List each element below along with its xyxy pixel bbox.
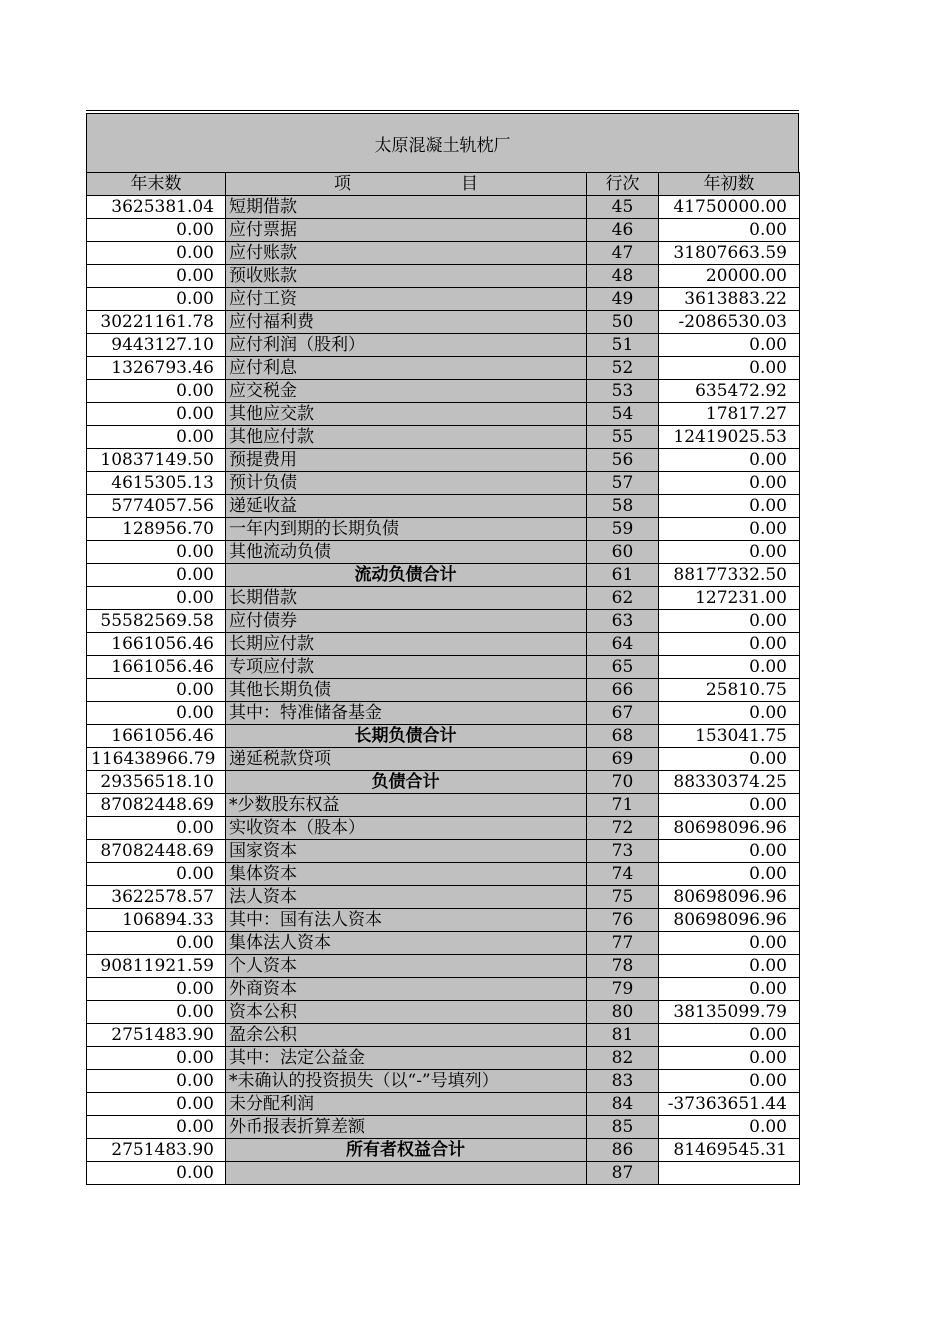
cell-beginning[interactable]: 20000.00: [659, 265, 800, 288]
cell-item-label[interactable]: 应付工资: [226, 288, 587, 311]
cell-item-label[interactable]: 法人资本: [226, 886, 587, 909]
table-row: [87, 702, 800, 725]
cell-line-no[interactable]: 77: [587, 932, 659, 955]
cell-item-label[interactable]: 外币报表折算差额: [226, 1116, 587, 1139]
cell-line-no[interactable]: 70: [587, 771, 659, 794]
cell-end-of-year[interactable]: 4615305.13: [87, 472, 226, 495]
cell-item-label[interactable]: 长期借款: [226, 587, 587, 610]
cell-beginning[interactable]: 0.00: [659, 863, 800, 886]
cell-item-label[interactable]: 应付福利费: [226, 311, 587, 334]
cell-end-of-year[interactable]: 0.00: [87, 242, 226, 265]
cell-line-no[interactable]: 60: [587, 541, 659, 564]
cell-end-of-year[interactable]: 3625381.04: [87, 196, 226, 219]
cell-line-no[interactable]: 82: [587, 1047, 659, 1070]
cell-end-of-year[interactable]: 0.00: [87, 1116, 226, 1139]
cell-item-label[interactable]: 其中：特准储备基金: [226, 702, 587, 725]
cell-line-no[interactable]: 86: [587, 1139, 659, 1162]
cell-end-of-year[interactable]: 0.00: [87, 1070, 226, 1093]
cell-beginning[interactable]: 0.00: [659, 702, 800, 725]
header-item-right: 目: [461, 174, 478, 194]
cell-end-of-year[interactable]: 0.00: [87, 380, 226, 403]
table-row: [87, 426, 800, 449]
table-row: [87, 380, 800, 403]
cell-beginning[interactable]: 127231.00: [659, 587, 800, 610]
cell-line-no[interactable]: 84: [587, 1093, 659, 1116]
cell-end-of-year[interactable]: 0.00: [87, 219, 226, 242]
cell-item-label[interactable]: *未确认的投资损失（以“-”号填列）: [226, 1070, 587, 1093]
cell-end-of-year[interactable]: 87082448.69: [87, 794, 226, 817]
cell-line-no[interactable]: 55: [587, 426, 659, 449]
cell-beginning[interactable]: 81469545.31: [659, 1139, 800, 1162]
cell-item-label[interactable]: 国家资本: [226, 840, 587, 863]
balance-sheet: [86, 110, 799, 1185]
cell-line-no[interactable]: 57: [587, 472, 659, 495]
cell-end-of-year[interactable]: 0.00: [87, 265, 226, 288]
cell-beginning[interactable]: -37363651.44: [659, 1093, 800, 1116]
table-row: [87, 1139, 800, 1162]
table-row: [87, 1093, 800, 1116]
cell-end-of-year[interactable]: 1326793.46: [87, 357, 226, 380]
cell-end-of-year[interactable]: 0.00: [87, 702, 226, 725]
cell-end-of-year[interactable]: 116438966.79: [87, 748, 226, 771]
cell-beginning[interactable]: 38135099.79: [659, 1001, 800, 1024]
cell-beginning[interactable]: 3613883.22: [659, 288, 800, 311]
cell-beginning[interactable]: 153041.75: [659, 725, 800, 748]
cell-line-no[interactable]: 58: [587, 495, 659, 518]
table-row: [87, 219, 800, 242]
cell-end-of-year[interactable]: 0.00: [87, 932, 226, 955]
cell-line-no[interactable]: 83: [587, 1070, 659, 1093]
cell-end-of-year[interactable]: 0.00: [87, 679, 226, 702]
cell-line-no[interactable]: 68: [587, 725, 659, 748]
cell-item-label[interactable]: 外商资本: [226, 978, 587, 1001]
cell-beginning[interactable]: 0.00: [659, 518, 800, 541]
cell-item-label[interactable]: [226, 1162, 587, 1185]
cell-line-no[interactable]: 50: [587, 311, 659, 334]
cell-line-no[interactable]: 45: [587, 196, 659, 219]
table-row: [87, 679, 800, 702]
cell-item-label[interactable]: 递延税款贷项: [226, 748, 587, 771]
cell-line-no[interactable]: 52: [587, 357, 659, 380]
cell-beginning[interactable]: 88177332.50: [659, 564, 800, 587]
table-row: [87, 587, 800, 610]
cell-end-of-year[interactable]: 1661056.46: [87, 633, 226, 656]
cell-line-no[interactable]: 72: [587, 817, 659, 840]
cell-item-label[interactable]: 长期负债合计: [226, 725, 587, 748]
cell-beginning[interactable]: 41750000.00: [659, 196, 800, 219]
table-row: [87, 932, 800, 955]
cell-item-label[interactable]: 资本公积: [226, 1001, 587, 1024]
cell-beginning[interactable]: [659, 1162, 800, 1185]
table-row: [87, 1116, 800, 1139]
table-row: [87, 863, 800, 886]
cell-item-label[interactable]: 所有者权益合计: [226, 1139, 587, 1162]
cell-item-label[interactable]: 其中：法定公益金: [226, 1047, 587, 1070]
table-row: [87, 449, 800, 472]
table-row: [87, 771, 800, 794]
table-row: [87, 840, 800, 863]
cell-line-no[interactable]: 56: [587, 449, 659, 472]
cell-line-no[interactable]: 47: [587, 242, 659, 265]
cell-line-no[interactable]: 71: [587, 794, 659, 817]
header-end-of-year[interactable]: 年末数: [87, 173, 226, 196]
cell-beginning[interactable]: 0.00: [659, 840, 800, 863]
header-row: [87, 173, 800, 196]
cell-end-of-year[interactable]: 0.00: [87, 1093, 226, 1116]
cell-item-label[interactable]: 应交税金: [226, 380, 587, 403]
cell-item-label[interactable]: 负债合计: [226, 771, 587, 794]
cell-line-no[interactable]: 49: [587, 288, 659, 311]
cell-beginning[interactable]: 88330374.25: [659, 771, 800, 794]
cell-end-of-year[interactable]: 0.00: [87, 587, 226, 610]
cell-line-no[interactable]: 80: [587, 1001, 659, 1024]
header-item[interactable]: [226, 173, 587, 196]
table-row: [87, 955, 800, 978]
cell-end-of-year[interactable]: 128956.70: [87, 518, 226, 541]
table-row: [87, 909, 800, 932]
header-line-no[interactable]: 行次: [587, 173, 659, 196]
cell-item-label[interactable]: 其中：国有法人资本: [226, 909, 587, 932]
cell-item-label[interactable]: 一年内到期的长期负债: [226, 518, 587, 541]
table-row: [87, 495, 800, 518]
cell-beginning[interactable]: 31807663.59: [659, 242, 800, 265]
cell-line-no[interactable]: 85: [587, 1116, 659, 1139]
cell-line-no[interactable]: 62: [587, 587, 659, 610]
table-row: [87, 633, 800, 656]
table-row: [87, 794, 800, 817]
cell-end-of-year[interactable]: 9443127.10: [87, 334, 226, 357]
cell-beginning[interactable]: 25810.75: [659, 679, 800, 702]
cell-beginning[interactable]: 0.00: [659, 541, 800, 564]
cell-beginning[interactable]: 80698096.96: [659, 909, 800, 932]
table-row: [87, 1001, 800, 1024]
cell-item-label[interactable]: 专项应付款: [226, 656, 587, 679]
cell-item-label[interactable]: 预收账款: [226, 265, 587, 288]
cell-end-of-year[interactable]: 10837149.50: [87, 449, 226, 472]
table-row: [87, 1070, 800, 1093]
cell-end-of-year[interactable]: 29356518.10: [87, 771, 226, 794]
cell-item-label[interactable]: 短期借款: [226, 196, 587, 219]
cell-line-no[interactable]: 76: [587, 909, 659, 932]
cell-line-no[interactable]: 65: [587, 656, 659, 679]
cell-item-label[interactable]: 递延收益: [226, 495, 587, 518]
cell-line-no[interactable]: 48: [587, 265, 659, 288]
cell-item-label[interactable]: 应付利润（股利）: [226, 334, 587, 357]
cell-end-of-year[interactable]: 0.00: [87, 541, 226, 564]
table-row: [87, 288, 800, 311]
cell-item-label[interactable]: 实收资本（股本）: [226, 817, 587, 840]
cell-line-no[interactable]: 51: [587, 334, 659, 357]
cell-item-label[interactable]: 其他应交款: [226, 403, 587, 426]
cell-item-label[interactable]: 流动负债合计: [226, 564, 587, 587]
table-body: [87, 196, 800, 1185]
cell-line-no[interactable]: 63: [587, 610, 659, 633]
cell-line-no[interactable]: 54: [587, 403, 659, 426]
cell-item-label[interactable]: 应付利息: [226, 357, 587, 380]
cell-line-no[interactable]: 59: [587, 518, 659, 541]
cell-end-of-year[interactable]: 87082448.69: [87, 840, 226, 863]
cell-beginning[interactable]: 0.00: [659, 219, 800, 242]
cell-end-of-year[interactable]: 0.00: [87, 1047, 226, 1070]
cell-beginning[interactable]: 0.00: [659, 610, 800, 633]
cell-item-label[interactable]: 盈余公积: [226, 1024, 587, 1047]
table-row: [87, 403, 800, 426]
table-row: [87, 817, 800, 840]
cell-item-label[interactable]: 个人资本: [226, 955, 587, 978]
cell-line-no[interactable]: 53: [587, 380, 659, 403]
cell-beginning[interactable]: 0.00: [659, 449, 800, 472]
cell-beginning[interactable]: 12419025.53: [659, 426, 800, 449]
table-row: [87, 196, 800, 219]
cell-beginning[interactable]: 0.00: [659, 357, 800, 380]
cell-end-of-year[interactable]: 30221161.78: [87, 311, 226, 334]
cell-beginning[interactable]: 0.00: [659, 334, 800, 357]
cell-end-of-year[interactable]: 0.00: [87, 288, 226, 311]
cell-end-of-year[interactable]: 0.00: [87, 978, 226, 1001]
cell-end-of-year[interactable]: 1661056.46: [87, 725, 226, 748]
table-row: [87, 610, 800, 633]
cell-item-label[interactable]: 其他应付款: [226, 426, 587, 449]
cell-beginning[interactable]: 0.00: [659, 1047, 800, 1070]
cell-line-no[interactable]: 87: [587, 1162, 659, 1185]
cell-end-of-year[interactable]: 1661056.46: [87, 656, 226, 679]
cell-line-no[interactable]: 81: [587, 1024, 659, 1047]
cell-item-label[interactable]: 应付债券: [226, 610, 587, 633]
cell-line-no[interactable]: 69: [587, 748, 659, 771]
cell-end-of-year[interactable]: 106894.33: [87, 909, 226, 932]
cell-end-of-year[interactable]: 0.00: [87, 1001, 226, 1024]
table-row: [87, 311, 800, 334]
cell-line-no[interactable]: 66: [587, 679, 659, 702]
cell-line-no[interactable]: 78: [587, 955, 659, 978]
cell-item-label[interactable]: 集体资本: [226, 863, 587, 886]
table-row: [87, 242, 800, 265]
table-row: [87, 265, 800, 288]
cell-item-label[interactable]: 长期应付款: [226, 633, 587, 656]
header-beginning[interactable]: 年初数: [659, 173, 800, 196]
cell-end-of-year[interactable]: 0.00: [87, 1162, 226, 1185]
table-row: [87, 748, 800, 771]
cell-end-of-year[interactable]: 0.00: [87, 863, 226, 886]
cell-end-of-year[interactable]: 0.00: [87, 564, 226, 587]
cell-line-no[interactable]: 61: [587, 564, 659, 587]
table-row: [87, 518, 800, 541]
table-row: [87, 1047, 800, 1070]
cell-beginning[interactable]: 0.00: [659, 748, 800, 771]
cell-beginning[interactable]: 0.00: [659, 633, 800, 656]
cell-beginning[interactable]: 0.00: [659, 1116, 800, 1139]
table-row: [87, 725, 800, 748]
cell-line-no[interactable]: 73: [587, 840, 659, 863]
cell-item-label[interactable]: 应付账款: [226, 242, 587, 265]
cell-beginning[interactable]: 0.00: [659, 656, 800, 679]
cell-beginning[interactable]: 0.00: [659, 794, 800, 817]
cell-end-of-year[interactable]: 0.00: [87, 817, 226, 840]
cell-end-of-year[interactable]: 90811921.59: [87, 955, 226, 978]
table-row: [87, 978, 800, 1001]
cell-beginning[interactable]: 0.00: [659, 1070, 800, 1093]
liabilities-table: [86, 172, 800, 1185]
cell-item-label[interactable]: *少数股东权益: [226, 794, 587, 817]
cell-beginning[interactable]: 80698096.96: [659, 886, 800, 909]
cell-beginning[interactable]: 0.00: [659, 932, 800, 955]
table-row: [87, 1024, 800, 1047]
cell-line-no[interactable]: 79: [587, 978, 659, 1001]
table-row: [87, 564, 800, 587]
cell-line-no[interactable]: 64: [587, 633, 659, 656]
cell-line-no[interactable]: 75: [587, 886, 659, 909]
cell-beginning[interactable]: -2086530.03: [659, 311, 800, 334]
cell-end-of-year[interactable]: 2751483.90: [87, 1024, 226, 1047]
table-row: [87, 334, 800, 357]
cell-beginning[interactable]: 0.00: [659, 472, 800, 495]
cell-beginning[interactable]: 0.00: [659, 978, 800, 1001]
cell-line-no[interactable]: 67: [587, 702, 659, 725]
table-row: [87, 357, 800, 380]
cell-beginning[interactable]: 0.00: [659, 1024, 800, 1047]
cell-beginning[interactable]: 0.00: [659, 495, 800, 518]
cell-line-no[interactable]: 46: [587, 219, 659, 242]
cell-beginning[interactable]: 0.00: [659, 955, 800, 978]
cell-line-no[interactable]: 74: [587, 863, 659, 886]
header-item-left: 项: [334, 174, 351, 194]
cell-beginning[interactable]: 17817.27: [659, 403, 800, 426]
cell-item-label[interactable]: 预计负债: [226, 472, 587, 495]
cell-item-label[interactable]: 集体法人资本: [226, 932, 587, 955]
table-row: [87, 886, 800, 909]
table-row: [87, 656, 800, 679]
table-row: [87, 472, 800, 495]
cell-item-label[interactable]: 其他流动负债: [226, 541, 587, 564]
cell-item-label[interactable]: 预提费用: [226, 449, 587, 472]
sheet-title[interactable]: 太原混凝土轨枕厂: [86, 114, 799, 172]
cell-end-of-year[interactable]: 2751483.90: [87, 1139, 226, 1162]
cell-end-of-year[interactable]: 3622578.57: [87, 886, 226, 909]
cell-item-label[interactable]: 应付票据: [226, 219, 587, 242]
cell-item-label[interactable]: 未分配利润: [226, 1093, 587, 1116]
cell-beginning[interactable]: 635472.92: [659, 380, 800, 403]
cell-end-of-year[interactable]: 0.00: [87, 403, 226, 426]
cell-end-of-year[interactable]: 5774057.56: [87, 495, 226, 518]
table-row: [87, 1162, 800, 1185]
cell-end-of-year[interactable]: 55582569.58: [87, 610, 226, 633]
table-row: [87, 541, 800, 564]
cell-end-of-year[interactable]: 0.00: [87, 426, 226, 449]
cell-beginning[interactable]: 80698096.96: [659, 817, 800, 840]
cell-item-label[interactable]: 其他长期负债: [226, 679, 587, 702]
